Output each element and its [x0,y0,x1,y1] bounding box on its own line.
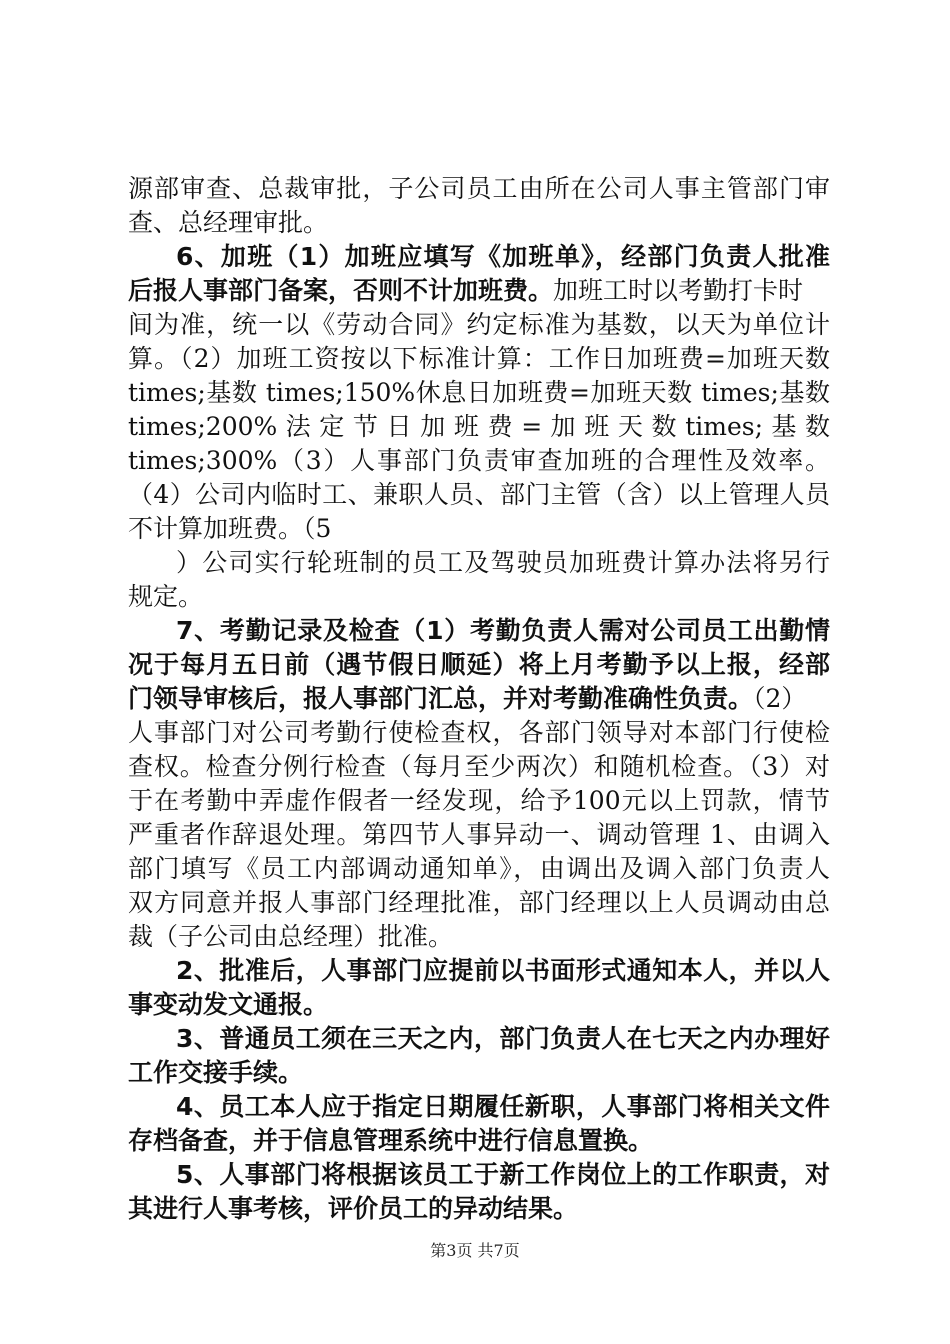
text-line: 规定。 [128,582,204,611]
text-line: 裁（子公司由总经理）批准。 [128,922,454,951]
text-segment: 加班工时以考勤打卡时 [553,276,804,305]
text-bold-segment: 门领导审核后，报人事部门汇总，并对考勤准确性负责。 [128,684,754,713]
text-line: 6、加班（1）加班应填写《加班单》，经部门负责人批准 [176,242,830,271]
text-line: 存档备查，并于信息管理系统中进行信息置换。 [128,1126,654,1155]
text-line-mixed [128,682,830,716]
text-line: 间为准，统一以《劳动合同》约定标准为基数，以天为单位计 [128,310,830,339]
text-line: 5、人事部门将根据该员工于新工作岗位上的工作职责，对 [176,1160,830,1189]
text-line: 况于每月五日前（遇节假日顺延）将上月考勤予以上报，经部 [128,650,830,679]
text-line: 工作交接手续。 [128,1058,304,1087]
text-line: 查权。检查分例行检查（每月至少两次）和随机检查。（3）对 [128,752,830,781]
text-line: 算。（2）加班工资按以下标准计算：工作日加班费=加班天数 [128,344,830,373]
text-line: 4、员工本人应于指定日期履任新职，人事部门将相关文件 [176,1092,830,1121]
text-line: 于在考勤中弄虚作假者一经发现，给予100元以上罚款，情节 [128,786,830,815]
text-line: 源部审查、总裁审批，子公司员工由所在公司人事主管部门审 [128,174,830,203]
text-line: （4）公司内临时工、兼职人员、部门主管（含）以上管理人员 [128,480,830,509]
text-line: 2、批准后，人事部门应提前以书面形式通知本人，并以人 [176,956,830,985]
text-line: 严重者作辞退处理。第四节人事异动一、调动管理 1、由调入 [128,820,830,849]
text-line: 3、普通员工须在三天之内，部门负责人在七天之内办理好 [176,1024,830,1053]
text-line-mixed [128,274,830,308]
text-bold-segment: 后报人事部门备案，否则不计加班费。 [128,276,554,305]
text-line: times;200% 法 定 节 日 加 班 费 = 加 班 天 数 times; 基 数 [128,412,830,441]
text-line: 7、考勤记录及检查（1）考勤负责人需对公司员工出勤情 [176,616,830,645]
text-line: times;基数 times;150%休息日加班费=加班天数 times;基数 [128,378,830,407]
text-line: 其进行人事考核，评价员工的异动结果。 [128,1194,579,1223]
page-footer: 第3页 共7页 [430,1241,520,1260]
text-line: 事变动发文通报。 [128,990,329,1019]
text-line: 部门填写《员工内部调动通知单》，由调出及调入部门负责人 [128,854,830,883]
text-line: ）公司实行轮班制的员工及驾驶员加班费计算办法将另行 [176,548,830,577]
text-line: times;300%（3）人事部门负责审查加班的合理性及效率。 [128,446,830,475]
text-line: 双方同意并报人事部门经理批准，部门经理以上人员调动由总 [128,888,830,917]
text-line: 人事部门对公司考勤行使检查权，各部门领导对本部门行使检 [128,718,830,747]
text-line: 查、总经理审批。 [128,208,329,237]
text-segment: （2） [753,684,807,713]
text-line: 不计算加班费。（5 [128,514,332,543]
